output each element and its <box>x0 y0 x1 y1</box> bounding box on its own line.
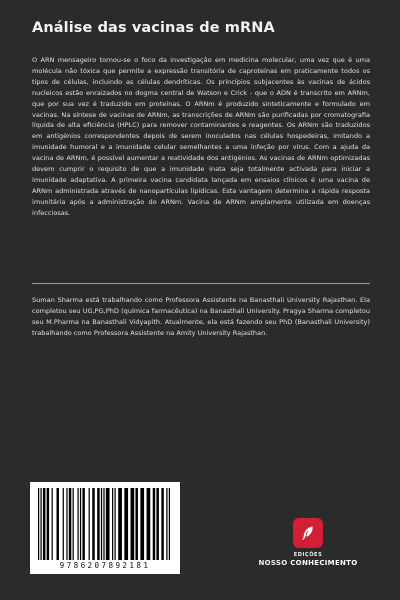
barcode-bar <box>92 488 94 560</box>
barcode-bar <box>147 488 151 560</box>
barcode-bar <box>169 488 170 560</box>
barcode-bar <box>114 488 115 560</box>
barcode-bar <box>69 488 71 560</box>
barcode-bar <box>156 488 158 560</box>
barcode-bar <box>89 488 90 560</box>
publisher-logo <box>293 518 323 548</box>
barcode-bar <box>80 488 81 560</box>
isbn-number: 9786207892181 <box>59 561 151 570</box>
barcode <box>30 482 180 574</box>
barcode-bar <box>103 488 104 560</box>
barcode-bar <box>43 488 45 560</box>
barcode-bar <box>47 488 49 560</box>
barcode-bar <box>63 488 64 560</box>
barcode-bar <box>112 488 113 560</box>
book-title: Análise das vacinas de mRNA <box>32 20 275 36</box>
barcode-bar <box>166 488 167 560</box>
barcode-bar <box>82 488 84 560</box>
barcode-bar <box>161 488 163 560</box>
barcode-bar <box>140 488 144 560</box>
publisher-word1: NOSSO <box>258 559 288 567</box>
barcode-bar <box>97 488 99 560</box>
publisher-word2: CONHECIMENTO <box>290 559 358 567</box>
section-divider <box>32 283 370 284</box>
barcode-bar <box>66 488 67 560</box>
barcode-bar <box>135 488 137 560</box>
barcode-bar <box>77 488 78 560</box>
publisher-name <box>258 559 358 567</box>
barcode-bar <box>73 488 74 560</box>
barcode-bar <box>38 488 39 560</box>
book-abstract: O ARN mensageiro tornou-se o foco da investigação em medicina molecular, uma vez que é uma molécula não tóxica que permite a expressão transitória de caproteínas em praticamente todos os tipos de células, incluindo as células dendríticas. Os princípios subjacentes às vacinas de ácidos nucleicos estão enraizados no dogma central de Watson e Crick - que o ADN é transcrito em ARNm, que por sua vez é traduzido em proteínas. O ARNm é produzido sinteticamente e formulado em vacinas. Na síntese de vacinas de ARNm, as transcrições de ARNm são purificadas por cromatografia líquida de alta eficiência (HPLC) para remover contaminantes e reagentes. Os ARNm são traduzidos em antigénios correspondentes depois de serem inoculados nas células hospedeiras, imitando a imunidade humoral e a imunidade celular semelhantes a uma infeção por vírus. Com a ajuda da vacina de ARNm, é possível aumentar a reatividade dos antigénios. As vacinas de ARNm optimizadas devem cumprir o requisito de que a imunidade inata seja totalmente activada para iniciar a imunidade adaptativa. A primeira vacina candidata lançada em ensaios clínicos é uma vacina de ARNm administrada através de nanopartículas lipídicas. Esta vantagem determina a rápida resposta imunitária após a administração do ARNm. Vacina de ARNm amplamente utilizada em doenças infecciosas. <box>32 56 370 217</box>
publisher-line1: EDIÇÕES <box>293 552 323 558</box>
barcode-bar <box>101 488 102 560</box>
quill-feather-icon <box>299 524 317 542</box>
barcode-bars <box>38 488 170 560</box>
author-bio: Suman Sharma está trabalhando como Professora Assistente na Banasthali University Rajasthan. Ela completou seu UG,PG,PhD (química farmacêutica) na Banasthali University. Pragya Sharma completou seu M.Pharma na Banasthali Vidyapith. Atualmente, ela está fazendo seu PhD (Banasthali University) trabalhando como Professora Assistente na Amity University Rajasthan. <box>32 296 370 337</box>
barcode-bar <box>40 488 41 560</box>
barcode-bar <box>131 488 135 560</box>
publisher-logo-block <box>258 518 358 567</box>
barcode-bar <box>57 488 59 560</box>
barcode-bar <box>106 488 110 560</box>
barcode-bar <box>118 488 122 560</box>
barcode-bar <box>153 488 155 560</box>
barcode-bar <box>124 488 128 560</box>
barcode-bar <box>52 488 53 560</box>
